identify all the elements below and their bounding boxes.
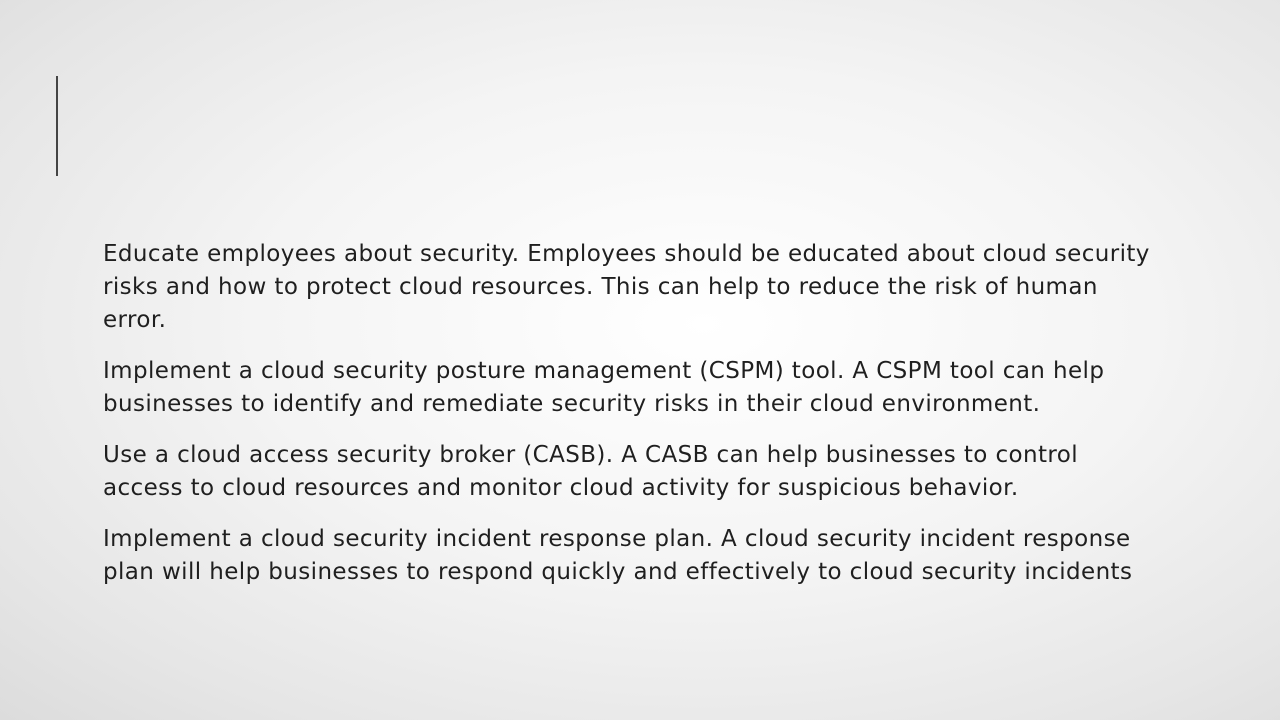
- paragraph-casb: Use a cloud access security broker (CASB). A CASB can help businesses to control access to cloud resources and monitor cloud activity for suspicious behavior.: [103, 442, 1079, 501]
- title-placeholder-bar: [56, 76, 58, 176]
- paragraph-educate-employees: Educate employees about security. Employees should be educated about cloud security risks and how to protect cloud resources. This can help to reduce the risk of human error.: [103, 241, 1150, 333]
- paragraph-incident-response: Implement a cloud security incident response plan. A cloud security incident response plan will help businesses to respond quickly and effectively to cloud security incidents: [103, 526, 1133, 585]
- paragraph-cspm-tool: Implement a cloud security posture management (CSPM) tool. A CSPM tool can help businesses to identify and remediate security risks in their cloud environment.: [103, 358, 1105, 417]
- slide-body: [103, 238, 1163, 607]
